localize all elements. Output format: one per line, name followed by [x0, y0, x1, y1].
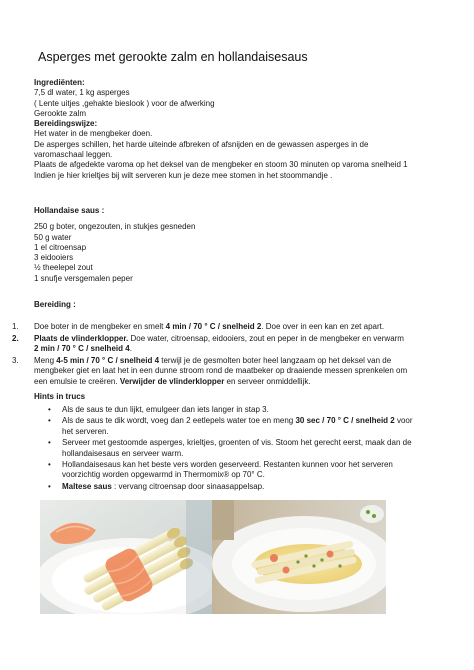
- hint-item: [46, 416, 462, 437]
- step-setting: 4 min / 70 ° C / snelheid 2: [165, 322, 262, 331]
- hint-item: [46, 438, 462, 459]
- hint-text: voor: [394, 416, 413, 426]
- method-line: Het water in de mengbeker doen.: [34, 129, 153, 139]
- hint-item: [46, 405, 462, 415]
- hints-list: [46, 405, 462, 493]
- photo-illustration-left: [40, 500, 212, 614]
- hint-text: voorzichtig worden opgewarmd in Thermomix® op 70° C.: [62, 470, 265, 480]
- prep-heading: Bereiding :: [34, 300, 76, 309]
- step-number: 1.: [12, 322, 19, 331]
- sauce-section: [34, 206, 195, 284]
- ingredients-section: [34, 78, 408, 181]
- method-line: Indien je hier krieltjes bij wilt serveren kun je deze mee stomen in het stoommandje .: [34, 170, 333, 180]
- step-setting: 2 min / 70 ° C / snelheid 4: [34, 344, 130, 353]
- step-text: Meng: [34, 355, 57, 365]
- step-text: Doe boter in de mengbeker en smelt: [34, 322, 166, 331]
- hint-text: : vervang citroensap door sinaasappelsap.: [111, 481, 265, 491]
- sauce-heading: Hollandaise saus :: [34, 206, 105, 215]
- hint-item: [46, 482, 462, 492]
- step-text: Doe water, citroensap, eidooiers, zout en peper in de mengbeker en verwarm: [128, 333, 404, 343]
- step-text: terwijl je de gesmolten boter heel langzaam op het deksel van de: [159, 355, 392, 365]
- step-setting: 4-5 min / 70 ° C / snelheid 4: [56, 355, 160, 365]
- prep-steps: [12, 322, 462, 387]
- sauce-ingredient: 50 g water: [34, 232, 72, 242]
- sauce-ingredient: 3 eidooiers: [34, 253, 74, 263]
- step-text: .: [129, 344, 132, 353]
- page-title: Asperges met gerookte zalm en hollandaisesaus: [38, 50, 308, 64]
- step-text: . Doe over in een kan en zet apart.: [261, 322, 385, 331]
- prep-step-3: [12, 356, 462, 388]
- step-text: een emulsie te creëren.: [34, 376, 120, 386]
- method-line: Plaats de afgedekte varoma op het deksel van de mengbeker en stoom 30 minuten op varoma snelheid 1: [34, 160, 408, 170]
- sauce-ingredient: 250 g boter, ongezouten, in stukjes gesneden: [34, 222, 196, 232]
- step-number: 3.: [12, 355, 19, 365]
- hint-text: hollandaisesaus en serveer warm.: [62, 448, 184, 458]
- step-action: Verwijder de vlinderklopper: [119, 376, 225, 386]
- method-heading: Bereidingswijze:: [34, 119, 98, 129]
- step-action: Plaats de vlinderklopper.: [34, 333, 129, 343]
- step-text: mengbeker giet en laat het in een dunne stroom rond de maatbeker op draaiende messen sprenkelen om: [34, 366, 408, 375]
- hint-label: Maltese saus: [62, 481, 112, 491]
- sauce-ingredient: 1 snufje versgemalen peper: [34, 273, 133, 283]
- hint-setting: 30 sec / 70 ° C / snelheid 2: [295, 416, 395, 426]
- asparagus-salmon-photo: [40, 500, 212, 614]
- prep-step-2: [12, 334, 462, 355]
- method-line: varomaschaal leggen.: [34, 150, 113, 160]
- sauce-ingredient: 1 el citroensap: [34, 242, 87, 252]
- prep-step-1: [12, 322, 462, 333]
- sauce-ingredient: ½ theelepel zout: [34, 263, 93, 273]
- hint-item: [46, 460, 462, 481]
- ingredient-line: Gerookte zalm: [34, 108, 87, 118]
- ingredients-heading: Ingrediënten:: [34, 78, 85, 87]
- method-line: De asperges schillen, het harde uiteinde afbreken of afsnijden en de gewassen asperges in de: [34, 139, 369, 149]
- plated-asparagus-photo: [212, 500, 386, 614]
- ingredient-line: 7,5 dl water, 1 kg asperges: [34, 88, 130, 98]
- hint-text: Serveer met gestoomde asperges, krieltjes, groenten of vis. Stoom het gerecht eerst, maak dan de: [62, 438, 412, 448]
- hint-text: Als de saus te dik wordt, voeg dan 2 eetlepels water toe en meng: [62, 416, 296, 426]
- ingredient-line: ( Lente uitjes ,gehakte bieslook ) voor de afwerking: [34, 98, 215, 108]
- hint-text: Als de saus te dun lijkt, emulgeer dan iets langer in stap 3.: [62, 405, 269, 414]
- hint-text: Hollandaisesaus kan het beste vers worden geserveerd. Restanten kunnen voor het serveren: [62, 460, 393, 470]
- hint-text: het serveren.: [62, 426, 109, 436]
- photo-illustration-right: [212, 500, 386, 614]
- step-text: en serveer onmiddellijk.: [224, 376, 311, 386]
- step-number: 2.: [12, 333, 19, 343]
- hints-heading: Hints in trucs: [34, 392, 86, 401]
